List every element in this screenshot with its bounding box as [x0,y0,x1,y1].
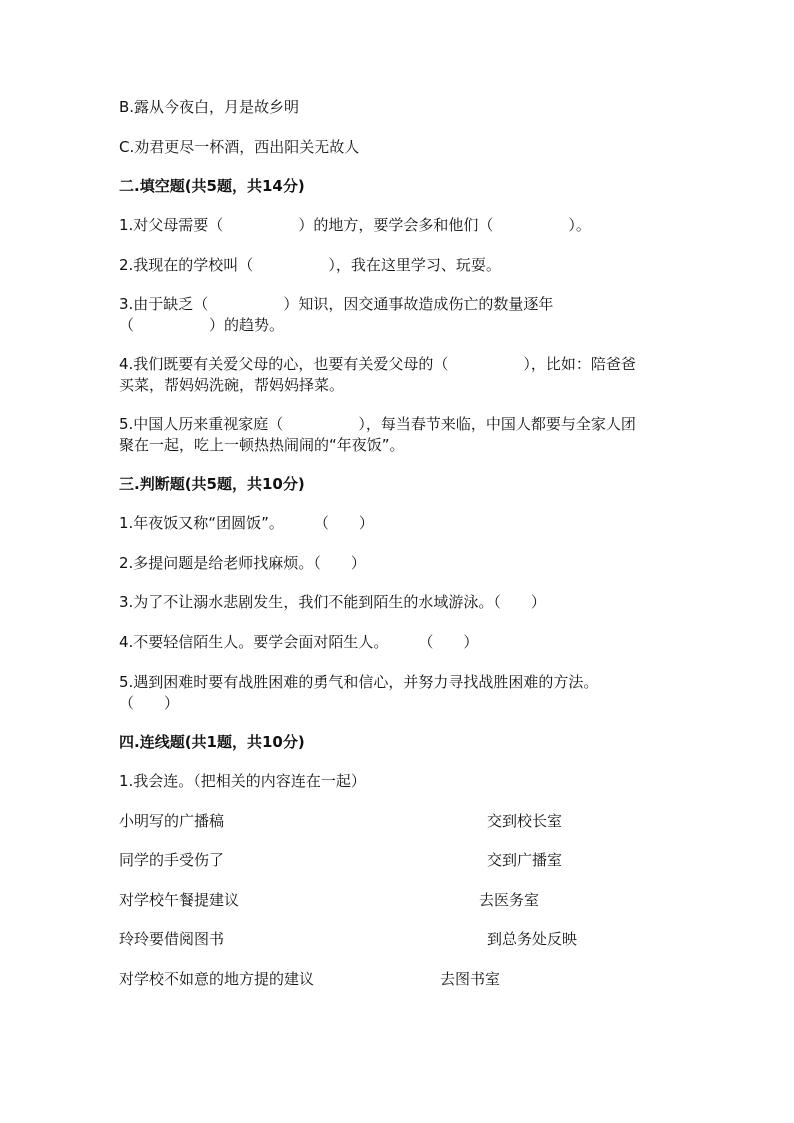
judge-question-2: 2.多提问题是给老师找麻烦。（ ） [119,554,366,572]
match-right-item: 交到校长室 [487,812,563,830]
match-right-item: 去图书室 [440,970,501,988]
fill-question-1: 1.对父母需要（ ）的地方，要学会多和他们（ ）。 [119,216,591,234]
match-left-item: 对学校午餐提建议 [119,891,240,909]
fill-question-3-line-1: 3.由于缺乏（ ）知识，因交通事故造成伤亡的数量逐年 [119,295,554,313]
fill-question-3-line-2: （ ）的趋势。 [119,316,285,334]
match-left-item: 玲玲要借阅图书 [119,930,225,948]
fill-question-5-line-1: 5.中国人历来重视家庭（ ），每当春节来临，中国人都要与全家人团 [119,415,636,433]
match-question-1: 1.我会连。（把相关的内容连在一起） [119,772,366,790]
match-right-item: 交到广播室 [487,851,563,869]
judge-section-heading: 三.判断题(共5题，共10分) [119,475,305,493]
judge-question-4: 4.不要轻信陌生人。要学会面对陌生人。 （ ） [119,633,479,651]
match-right-item: 到总务处反映 [487,930,578,948]
fill-section-heading: 二.填空题(共5题，共14分) [119,177,305,195]
match-left-item: 对学校不如意的地方提的建议 [119,970,315,988]
judge-question-1: 1.年夜饭又称“团圆饭”。 （ ） [119,514,374,532]
option-c: C.劝君更尽一杯酒，西出阳关无故人 [119,138,360,156]
fill-question-4-line-1: 4.我们既要有关爱父母的心，也要有关爱父母的（ ），比如：陪爸爸 [119,355,636,373]
match-right-item: 去医务室 [479,891,540,909]
judge-question-5-line-2: （ ） [119,694,180,712]
judge-question-3: 3.为了不让溺水悲剧发生，我们不能到陌生的水域游泳。（ ） [119,593,546,611]
option-b: B.露从今夜白，月是故乡明 [119,98,300,116]
match-left-item: 同学的手受伤了 [119,851,225,869]
fill-question-5-line-2: 聚在一起，吃上一顿热热闹闹的“年夜饭”。 [119,436,405,454]
judge-question-5-line-1: 5.遇到困难时要有战胜困难的勇气和信心，并努力寻找战胜困难的方法。 [119,673,599,691]
fill-question-2: 2.我现在的学校叫（ ），我在这里学习、玩耍。 [119,256,501,274]
fill-question-4-line-2: 买菜，帮妈妈洗碗，帮妈妈择菜。 [119,376,345,394]
match-left-item: 小明写的广播稿 [119,812,225,830]
match-section-heading: 四.连线题(共1题，共10分) [119,733,305,751]
